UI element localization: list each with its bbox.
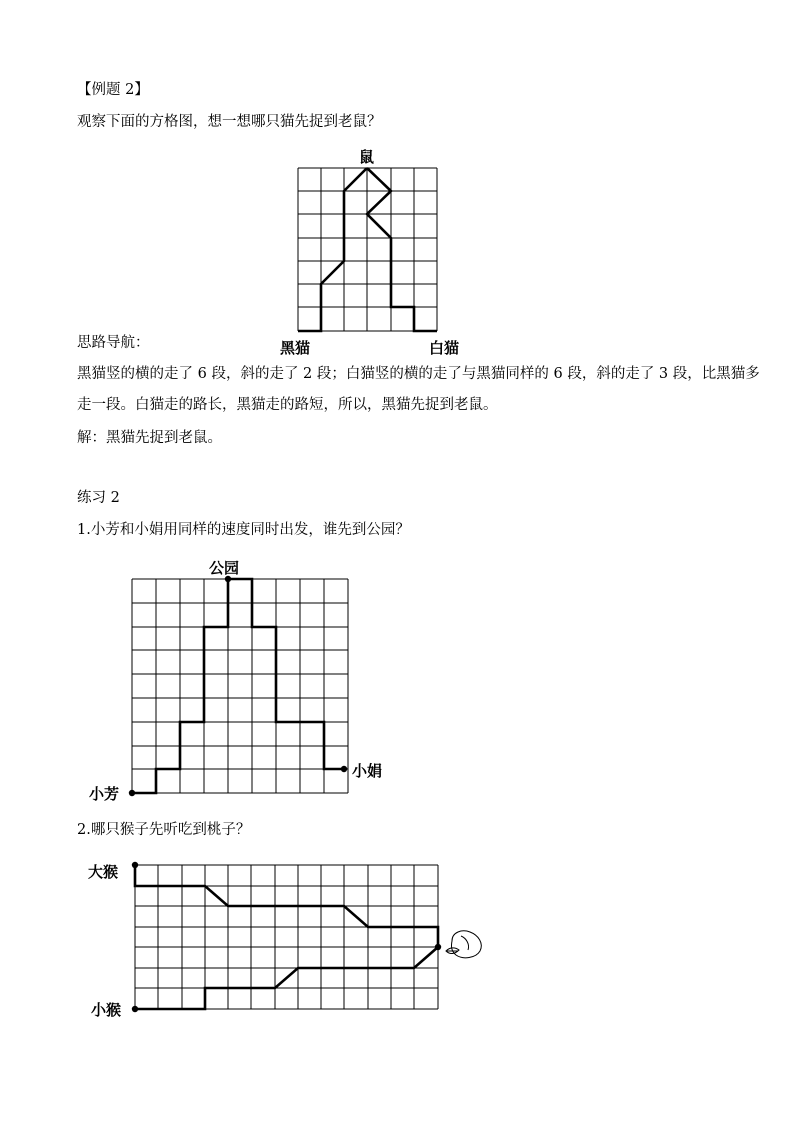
hint-line-1: 黑猫竖的横的走了 6 段，斜的走了 2 段；白猫竖的横的走了与黑猫同样的 6 段，斜的走了 3 段，比黑猫多 xyxy=(77,366,760,382)
answer-text: 解：黑猫先捉到老鼠。 xyxy=(77,430,222,446)
hint-title: 思路导航： xyxy=(77,335,150,351)
big-monkey-point xyxy=(132,862,138,868)
question-2: 2.哪只猴子先听吃到桃子？ xyxy=(77,822,251,838)
example-heading: 【例题 2】 xyxy=(77,82,149,98)
question-1: 1.小芳和小娟用同样的速度同时出发，谁先到公园？ xyxy=(77,522,410,538)
peach-point xyxy=(435,944,441,950)
small-monkey-path xyxy=(135,947,438,1009)
big-monkey-label: 大猴 xyxy=(88,863,119,881)
park-label: 公园 xyxy=(209,559,240,577)
small-monkey-label: 小猴 xyxy=(91,1001,122,1019)
white-cat-label: 白猫 xyxy=(429,339,460,357)
practice-title: 练习 2 xyxy=(77,490,120,506)
xiaojuan-label: 小娟 xyxy=(352,762,383,780)
hint-line-2: 走一段。白猫走的路长，黑猫走的路短，所以，黑猫先捉到老鼠。 xyxy=(77,397,498,413)
peach-icon xyxy=(446,931,481,958)
mouse-label: 鼠 xyxy=(359,148,375,166)
black-cat-label: 黑猫 xyxy=(280,339,311,357)
example-question: 观察下面的方格图，想一想哪只猫先捉到老鼠？ xyxy=(77,114,382,130)
xiaofang-label: 小芳 xyxy=(89,785,120,803)
small-monkey-point xyxy=(132,1006,138,1012)
